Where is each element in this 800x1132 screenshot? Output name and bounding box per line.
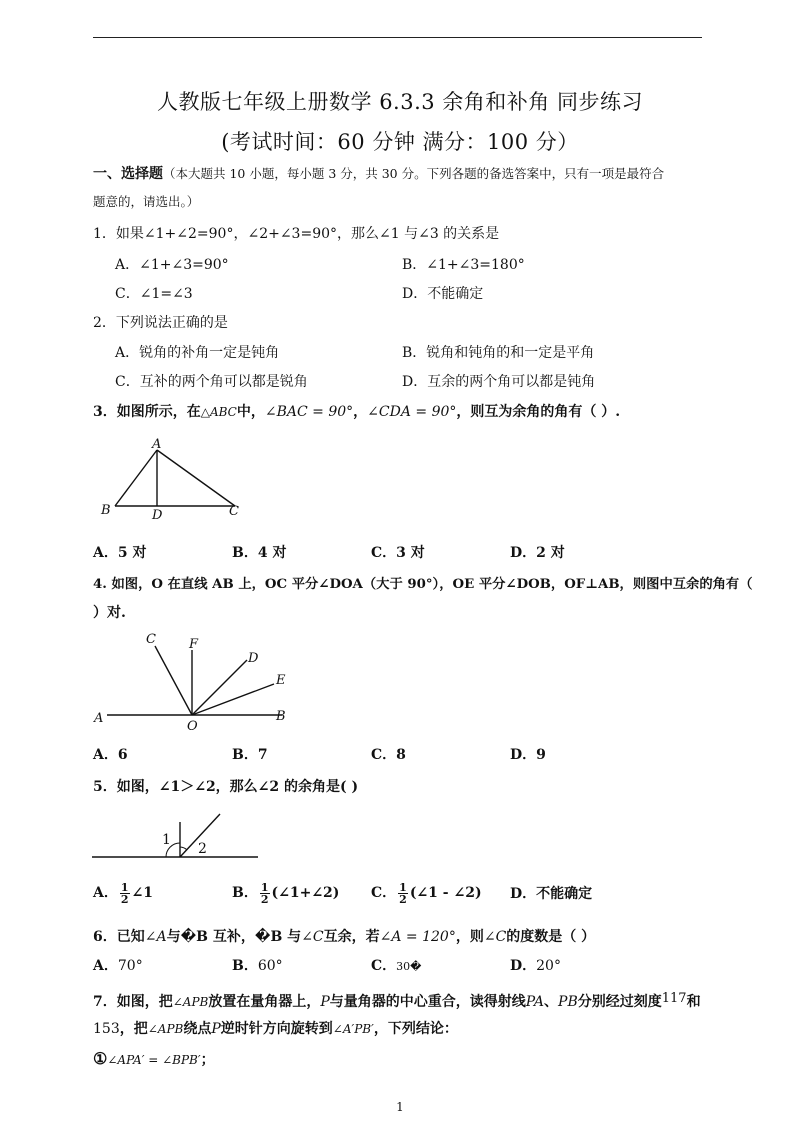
q7-deg-153: 153	[93, 1021, 120, 1037]
q5-angle-figure	[92, 810, 262, 865]
q4-option-d: D．9	[510, 747, 546, 763]
q6-p1: 6．已知	[93, 929, 145, 945]
page-subtitle: (考试时间：60 分钟 满分：100 分）	[221, 130, 579, 154]
q4-angle-figure	[92, 628, 302, 736]
q4-label-a: A	[94, 711, 104, 726]
q3-triangle-figure	[95, 436, 255, 522]
q6-condition: ∠A = 120°	[379, 929, 456, 945]
q2-option-a: A．锐角的补角一定是钝角	[115, 345, 280, 361]
q2-stem: 2．下列说法正确的是	[93, 315, 228, 331]
q3-cond1: ∠BAC = 90°	[264, 404, 354, 420]
q5-option-c-fraction	[398, 882, 408, 905]
q4-label-c: C	[146, 632, 156, 647]
q5-stem: 5．如图，∠1＞∠2，那么∠2 的余角是( )	[93, 779, 359, 795]
q6-option-d	[510, 957, 561, 975]
q5-label-2: 2	[198, 841, 207, 857]
q6-angle-a: ∠A	[144, 929, 167, 945]
q6-option-c-label: C．	[371, 958, 397, 974]
q2-option-d: D．互余的两个角可以都是钝角	[402, 374, 596, 390]
q7-angle-apb: ∠APB	[172, 995, 209, 1009]
q7-l1-p5: 分别经过刻度	[577, 994, 662, 1010]
q4-label-d: D	[248, 651, 259, 666]
q6-p5: 的度数是（ ）	[506, 929, 596, 945]
q5-option-b-prefix: B．	[232, 885, 258, 901]
q7-l1-p4: 、	[544, 994, 559, 1010]
q5-option-c	[371, 880, 482, 906]
q5-option-a-prefix: A．	[93, 885, 118, 901]
q5-option-a-suffix: ∠1	[131, 885, 154, 901]
q4-stem-2: ）对.	[93, 605, 126, 621]
q7-ray-pb: PB	[558, 994, 578, 1010]
q6-p3: 互余，若	[323, 929, 380, 945]
q5-frac-den: 2	[260, 892, 269, 906]
q4-label-b: B	[276, 709, 286, 724]
q7-point-p: P	[320, 994, 330, 1010]
q6-option-d-label: D．	[510, 958, 537, 974]
q6-option-a-label: A．	[93, 958, 118, 974]
q7-item-1-expr: ∠APA′ = ∠BPB′	[107, 1053, 201, 1067]
q2-option-c: C．互补的两个角可以都是锐角	[115, 374, 308, 390]
q4-label-o: O	[187, 719, 198, 734]
q6-angle-c: ∠C	[301, 929, 324, 945]
q7-angle-apb-2: ∠APB	[147, 1022, 184, 1036]
q7-l2-p2: ，把	[119, 1021, 148, 1037]
q7-angle-apb-rotated: ∠A′PB′	[332, 1022, 374, 1036]
q5-option-a	[93, 880, 153, 906]
q7-item-1-marker: ①	[93, 1049, 108, 1068]
q5-option-c-suffix: (∠1 - ∠2)	[409, 885, 482, 901]
q6-angle-c-2: ∠C	[483, 929, 507, 945]
section-desc-1: （本大题共 10 小题，每小题 3 分，共 30 分。下列各题的备选答案中，只有一项是最符合	[163, 166, 665, 181]
q7-l2-p5: ，下列结论：	[373, 1021, 458, 1037]
q3-stem-p1: 3．如图所示，在	[93, 404, 201, 420]
q7-l2-p4: 逆时针方向旋转到	[220, 1021, 333, 1037]
q3-option-a: A．5 对	[93, 545, 147, 561]
q7-point-p-2: P	[211, 1021, 221, 1037]
q5-frac-num: 1	[399, 880, 407, 894]
q3-option-b: B．4 对	[232, 545, 287, 561]
q3-stem-p2: 中，	[236, 404, 265, 420]
page-title: 人教版七年级上册数学 6.3.3 余角和补角 同步练习	[157, 90, 643, 114]
q4-option-c: C．8	[371, 747, 406, 763]
section-desc-2: 题意的，请选出。）	[93, 194, 200, 209]
q4-label-e: E	[276, 673, 286, 688]
q1-option-a: A．∠1+∠3=90°	[115, 257, 229, 273]
q3-cond2: ∠CDA = 90°	[367, 404, 457, 420]
q6-option-d-value: 20°	[536, 958, 561, 974]
q5-frac-den: 2	[399, 892, 407, 906]
q5-option-c-prefix: C．	[371, 885, 397, 901]
q6-option-b-value: 60°	[257, 958, 283, 974]
q4-stem-1: 4. 如图，O 在直线 AB 上，OC 平分∠DOA（大于 90°），OE 平分∠DOB，OF⊥AB，则图中互余的角有（	[93, 577, 753, 592]
q6-option-a	[93, 957, 143, 975]
q5-option-a-fraction	[120, 882, 130, 905]
page-number: 1	[396, 1100, 404, 1114]
q7-deg-117: 117	[661, 991, 687, 1006]
q3-label-b: B	[101, 503, 111, 518]
q7-l1-p6: 和	[686, 994, 701, 1010]
q7-l2-p3: 绕点	[183, 1021, 212, 1037]
q5-label-1: 1	[162, 832, 171, 848]
q7-l1-p3: 与量角器的中心重合，读得射线	[329, 994, 526, 1010]
q3-label-d: D	[152, 508, 163, 522]
q5-frac-den: 2	[120, 892, 129, 906]
q3-stem-p3: ，则互为余角的角有（ ）.	[456, 404, 621, 420]
q5-option-b-suffix: (∠1+∠2)	[271, 885, 340, 901]
q6-option-b-label: B．	[232, 958, 258, 974]
section-heading: 一、选择题	[93, 166, 163, 182]
q2-option-b: B．锐角和钝角的和一定是平角	[402, 345, 595, 361]
q6-stem	[93, 928, 595, 946]
q5-frac-num: 1	[260, 880, 269, 894]
q3-option-d: D．2 对	[510, 545, 565, 561]
q3-label-c: C	[229, 504, 239, 519]
q3-sep: ，	[353, 404, 368, 420]
q5-option-b-fraction	[260, 882, 270, 905]
q7-line-2	[93, 1020, 458, 1038]
q6-p2: 与�B 互补，�B 与	[166, 929, 302, 945]
q3-triangle: △ABC	[200, 405, 237, 419]
q4-option-b: B．7	[232, 747, 268, 763]
q3-stem	[93, 403, 620, 421]
q5-option-d: D．不能确定	[510, 886, 593, 902]
section-heading-line	[93, 165, 664, 183]
q6-option-b	[232, 957, 283, 975]
q7-line-3	[93, 1050, 215, 1069]
q7-ray-pa: PA	[525, 994, 545, 1010]
header-rule	[93, 37, 702, 38]
q3-option-c: C．3 对	[371, 545, 425, 561]
q6-option-c	[371, 957, 421, 976]
q4-option-a: A．6	[93, 747, 128, 763]
q3-label-a: A	[152, 437, 162, 452]
q7-item-1-end: ；	[200, 1052, 215, 1068]
q1-stem: 1．如果∠1+∠2=90°，∠2+∠3=90°，那么∠1 与∠3 的关系是	[93, 226, 500, 242]
q7-line-1	[93, 990, 701, 1011]
q1-option-b: B．∠1+∠3=180°	[402, 257, 525, 273]
q6-option-c-value: 30�	[396, 960, 422, 973]
q5-option-b	[232, 880, 339, 906]
q6-option-a-value: 70°	[117, 958, 143, 974]
q6-p4: ，则	[455, 929, 484, 945]
q4-label-f: F	[189, 637, 199, 652]
q5-frac-num: 1	[120, 880, 129, 894]
q1-option-d: D．不能确定	[402, 286, 484, 302]
q1-option-c: C．∠1=∠3	[115, 286, 193, 302]
q7-l1-p1: 7．如图，把	[93, 994, 173, 1010]
q7-l1-p2: 放置在量角器上，	[208, 994, 321, 1010]
